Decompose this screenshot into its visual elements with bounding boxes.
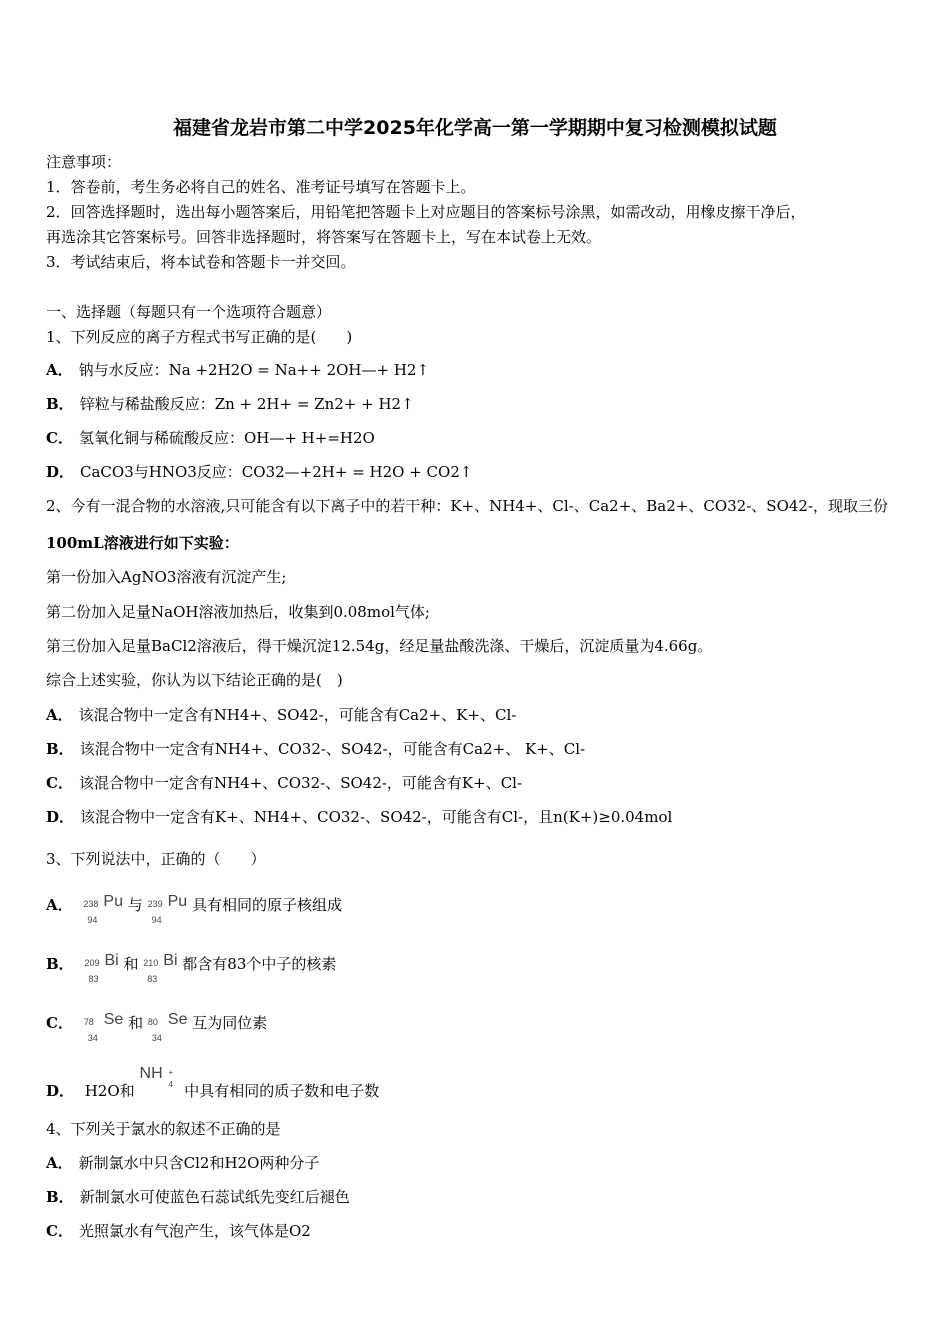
- q3-option-a-text: 具有相同的原子核组成: [191, 896, 342, 914]
- q3-option-d: [46, 1065, 380, 1101]
- q1-stem: 1、下列反应的离子方程式书写正确的是( ): [46, 328, 353, 346]
- q4-stem: 4、下列关于氯水的叙述不正确的是: [46, 1120, 281, 1138]
- q3-stem: 3、下列说法中，正确的（ ）: [46, 850, 266, 868]
- notice-item-3: 3．考试结束后，将本试卷和答题卡一并交回。: [46, 253, 356, 271]
- q1-option-c-text: 氢氧化铜与稀硫酸反应：OH—+ H+=H2O: [78, 429, 375, 447]
- q2-option-c-text: 该混合物中一定含有NH4+、CO32-、SO42-，可能含有K+、Cl-: [78, 774, 523, 792]
- q3-option-d-label: D．: [46, 1082, 75, 1100]
- q4-option-c-text: 光照氯水有气泡产生，该气体是O2: [78, 1222, 311, 1240]
- q4-option-b-label: B．: [46, 1188, 74, 1206]
- q3-option-b-label: B．: [46, 955, 74, 973]
- q1-option-d-text: CaCO3与HNO3反应：CO32—+2H+ = H2O + CO2↑: [80, 463, 473, 481]
- q3-option-c-join: 和: [128, 1014, 144, 1032]
- q4-option-c-label: C．: [46, 1222, 73, 1240]
- q2-option-d-label: D．: [46, 808, 75, 826]
- q2-stem: 2、今有一混合物的水溶液,只可能含有以下离子中的若干种：K+、NH4+、Cl-、Ca2+、Ba2+、CO32-、SO42-，现取三份: [46, 497, 889, 515]
- q2-option-a-label: A．: [46, 706, 73, 724]
- q3-option-d-text: 中具有相同的质子数和电子数: [184, 1082, 380, 1100]
- q2-option-d: [46, 807, 672, 827]
- q3-option-b-text: 都含有83个中子的核素: [182, 955, 337, 973]
- q2-option-c: [46, 773, 522, 793]
- nuclide-bi-209: 209 83 Bi: [84, 952, 119, 984]
- q2-experiment-1: 第一份加入AgNO3溶液有沉淀产生;: [46, 568, 287, 586]
- q3-option-c: [46, 1011, 268, 1043]
- notice-item-2: 2．回答选择题时，选出每小题答案后，用铅笔把答题卡上对应题目的答案标号涂黑，如需改动，用橡皮擦干净后，: [46, 203, 806, 221]
- q3-option-a: [46, 893, 342, 925]
- q3-option-c-label: C．: [46, 1014, 73, 1032]
- q2-option-c-label: C．: [46, 774, 73, 792]
- q4-option-b-text: 新制氯水可使蓝色石蕊试纸先变红后褪色: [79, 1188, 350, 1206]
- q2-experiment-2: 第二份加入足量NaOH溶液加热后，收集到0.08mol气体;: [46, 603, 430, 621]
- q4-option-c: [46, 1221, 311, 1241]
- notice-heading: 注意事项：: [46, 153, 122, 171]
- q3-option-a-label: A．: [46, 896, 73, 914]
- section-heading: 一、选择题（每题只有一个选项符合题意）: [46, 303, 332, 321]
- nuclide-se-78: 78 34 Se: [83, 1011, 124, 1043]
- q4-option-a-label: A．: [46, 1154, 73, 1172]
- q1-option-b: [46, 394, 414, 414]
- q2-option-d-text: 该混合物中一定含有K+、NH4+、CO32-、SO42-，可能含有Cl-，且n(K+)≥0.04mol: [80, 808, 673, 826]
- q2-option-a-text: 该混合物中一定含有NH4+、SO42-，可能含有Ca2+、K+、Cl-: [78, 706, 517, 724]
- q3-option-a-join: 与: [127, 896, 143, 914]
- q3-option-c-text: 互为同位素: [192, 1014, 268, 1032]
- page-title: 福建省龙岩市第二中学2025年化学高一第一学期期中复习检测模拟试题: [173, 117, 777, 139]
- q1-option-d-label: D．: [46, 463, 75, 481]
- q4-option-b: [46, 1187, 350, 1207]
- q1-option-b-text: 锌粒与稀盐酸反应：Zn + 2H+ = Zn2+ + H2↑: [79, 395, 414, 413]
- q3-option-d-pre: H2O和: [84, 1082, 135, 1100]
- q4-option-a-text: 新制氯水中只含Cl2和H2O两种分子: [78, 1154, 320, 1172]
- nuclide-pu-238: 238 94 Pu: [83, 893, 123, 925]
- q4-option-a: [46, 1153, 319, 1173]
- nuclide-pu-239: 239 94 Pu: [147, 893, 188, 925]
- q1-option-a-text: 钠与水反应：Na +2H2O = Na++ 2OH—+ H2↑: [78, 361, 430, 379]
- q2-stem-cont: 100mL溶液进行如下实验：: [46, 534, 239, 552]
- q1-option-a: [46, 360, 429, 380]
- q2-option-a: [46, 705, 516, 725]
- q3-option-b-join: 和: [123, 955, 139, 973]
- q1-option-c-label: C．: [46, 429, 73, 447]
- q2-experiment-3: 第三份加入足量BaCl2溶液后，得干燥沉淀12.54g，经足量盐酸洗涤、干燥后，沉淀质量为4.66g。: [46, 637, 713, 655]
- q2-option-b-label: B．: [46, 740, 74, 758]
- q2-ask: 综合上述实验，你认为以下结论正确的是( ): [46, 671, 343, 689]
- q2-option-b: [46, 739, 585, 759]
- nuclide-se-80: 80 34 Se: [147, 1011, 188, 1043]
- notice-item-2-cont: 再选涂其它答案标号。回答非选择题时，将答案写在答题卡上，写在本试卷上无效。: [46, 228, 602, 246]
- ammonium-ion: NH + 4: [139, 1065, 174, 1089]
- q1-option-b-label: B．: [46, 395, 74, 413]
- notice-item-1: 1．答卷前，考生务必将自己的姓名、准考证号填写在答题卡上。: [46, 178, 476, 196]
- q2-option-b-text: 该混合物中一定含有NH4+、CO32-、SO42-，可能含有Ca2+、 K+、Cl-: [79, 740, 586, 758]
- q1-option-d: [46, 462, 472, 482]
- q3-option-b: [46, 952, 337, 984]
- q1-option-a-label: A．: [46, 361, 73, 379]
- nuclide-bi-210: 210 83 Bi: [143, 952, 178, 984]
- q1-option-c: [46, 428, 375, 448]
